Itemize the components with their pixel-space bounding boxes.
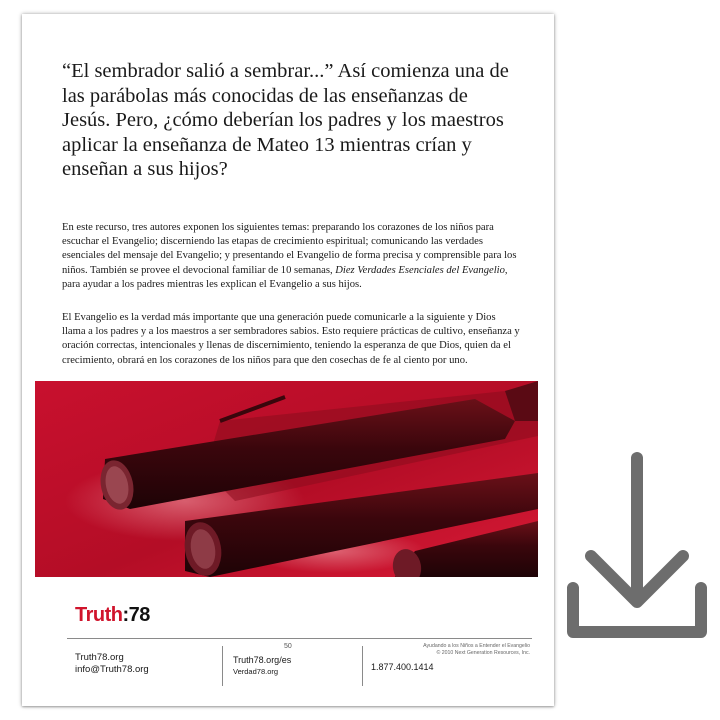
intro-paragraph-end: , para ayudar a los padres mientras les explican el Evangelio a sus hijos. xyxy=(62,264,508,290)
footer-rule xyxy=(67,638,532,639)
document-page xyxy=(22,14,554,706)
truth78-logo: Truth:78 xyxy=(75,604,150,626)
intro-paragraph xyxy=(62,221,520,292)
devotional-title: Diez Verdades Esenciales del Evangelio xyxy=(335,264,505,276)
footer-divider xyxy=(222,646,223,686)
cover-photo xyxy=(35,381,538,577)
phone-number: 1.877.400.1414 xyxy=(371,662,434,672)
intro-paragraph-text: En este recurso, tres autores exponen los siguientes temas: preparando los corazones de los niños para escuchar el Evangelio; discerniendo las etapas de crecimiento espiritual; comunicando las verdades esenciales del mensaje del Evangelio; y presentando el Evangelio de forma precisa y comprensible para los niños. También se provee el devocional familiar de 10 semanas, xyxy=(62,222,517,276)
download-button[interactable] xyxy=(567,452,707,640)
spanish-site-link[interactable]: Truth78.org/es xyxy=(233,655,292,665)
gospel-paragraph: El Evangelio es la verdad más importante que una generación puede comunicarle a la siguiente y Dios llama a los padres y a los maestros a ser sembradores sabios. Esto requiere prácticas de cultivo, enseñanza y oración correctas, intencionales y llenas de discernimiento, teniendo la esperanza de que Dios, quien da el crecimiento, obrará en los corazones de los niños para que den cosechas de fe al ciento por uno. xyxy=(62,312,520,366)
verdad-site-link[interactable]: Verdad78.org xyxy=(233,667,279,676)
download-icon xyxy=(567,452,707,640)
credit-title: Ayudando a los Niños a Entender el Evangelio xyxy=(423,643,530,649)
copyright: © 2010 Next Generation Resources, Inc. xyxy=(436,649,530,656)
website-link[interactable]: Truth78.org xyxy=(75,652,124,663)
spanish-sites-block xyxy=(233,655,291,677)
page-headline: “El sembrador salió a sembrar...” Así comienza una de las parábolas más conocidas de las enseñanzas de Jesús. Pero, ¿cómo deberían los padres y los maestros aplicar la enseñanza de Mateo 13 mientras crían y enseñan a sus hijos? xyxy=(62,60,509,180)
footer-divider xyxy=(362,646,363,686)
email-link[interactable]: info@Truth78.org xyxy=(75,664,149,675)
credit-text xyxy=(360,643,530,656)
contact-block xyxy=(75,652,149,676)
page-number: 50 xyxy=(284,643,292,650)
